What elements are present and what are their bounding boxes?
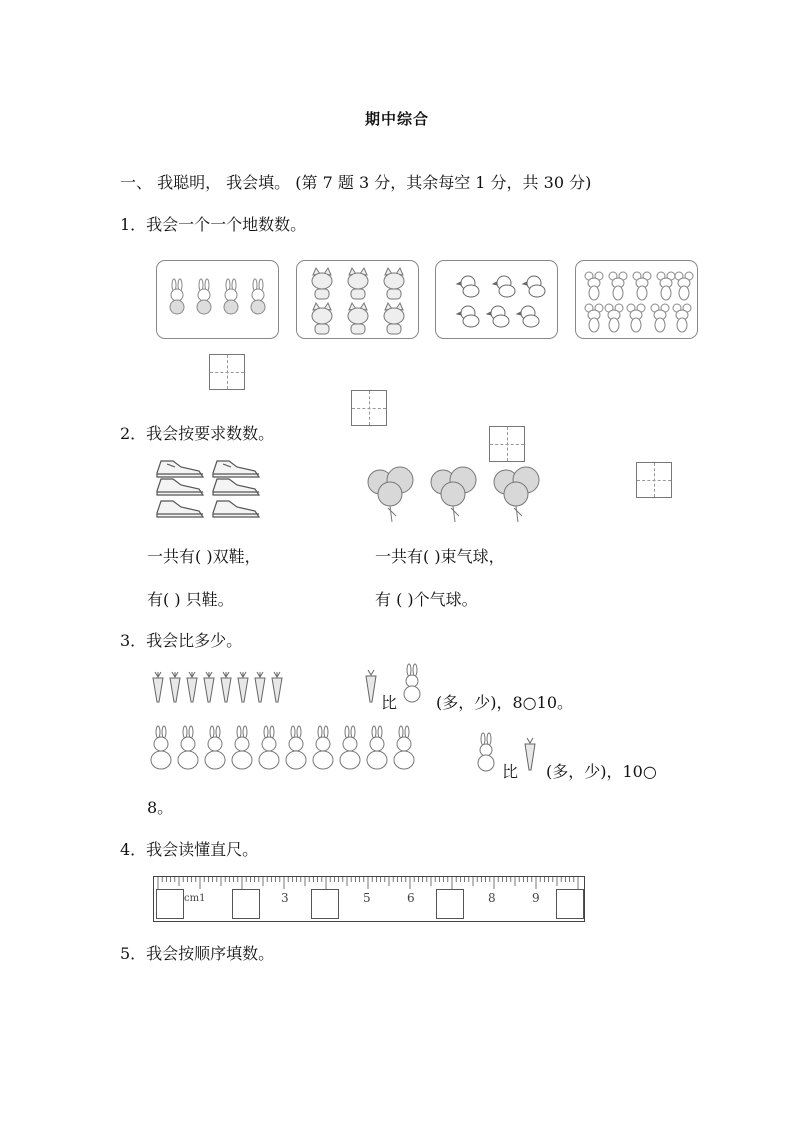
ruler-number-1: 1 xyxy=(199,893,206,904)
compare-word-2: 比 xyxy=(502,762,519,781)
picture-box-mice xyxy=(575,260,698,339)
rabbit-row-icon xyxy=(148,726,420,772)
carrot-row-icon xyxy=(148,668,288,704)
compare-circle-1[interactable]: ○ xyxy=(522,693,537,712)
question-3-label: 3．我会比多少。 xyxy=(120,631,243,650)
picture-box-rabbits xyxy=(156,260,279,339)
ruler-number-6: 6 xyxy=(407,891,415,905)
carrot-icon xyxy=(362,668,380,706)
question-1-label: 1．我会一个一个地数数。 xyxy=(120,215,307,234)
question-2-label: 2．我会按要求数数。 xyxy=(120,424,275,443)
shoes-pairs-question: 一共有( )双鞋， xyxy=(147,547,261,566)
section-heading: 一、 我聪明， 我会填。 (第 7 题 3 分，其余每空 1 分，共 30 分) xyxy=(120,173,592,192)
ruler-unit: cm xyxy=(184,893,200,904)
answer-grid-mice[interactable] xyxy=(636,462,672,498)
cat-icon xyxy=(297,261,420,340)
compare-value-1: 10。 xyxy=(536,693,574,712)
compare-answer-2 xyxy=(546,759,657,782)
compare-value-2: 8。 xyxy=(147,798,174,817)
ruler-blank-4[interactable] xyxy=(311,889,339,919)
compare-answer-1 xyxy=(436,690,573,713)
page-title: 期中综合 xyxy=(364,110,429,128)
rabbit-icon xyxy=(474,733,498,773)
chick-icon xyxy=(436,261,559,340)
compare-word-1: 比 xyxy=(381,693,398,712)
ruler-blank-2[interactable] xyxy=(232,889,260,919)
rabbit-icon xyxy=(400,664,424,704)
answer-grid-cats[interactable] xyxy=(351,390,387,426)
compare-options-1: (多，少)，8 xyxy=(436,693,523,712)
ruler-blank-10[interactable] xyxy=(556,889,584,919)
balloon-bunch-question: 一共有( )束气球， xyxy=(375,547,505,566)
question-5-label: 5．我会按顺序填数。 xyxy=(120,944,275,963)
shoes-icon xyxy=(153,455,265,525)
answer-grid-rabbits[interactable] xyxy=(209,354,245,390)
shoes-count-question: 有( ) 只鞋。 xyxy=(147,590,234,609)
balloon-count-question: 有 ( )个气球。 xyxy=(375,590,478,609)
rabbit-icon xyxy=(157,261,280,340)
compare-circle-2[interactable]: ○ xyxy=(642,762,657,781)
carrot-icon xyxy=(521,736,539,774)
ruler-number-9: 9 xyxy=(532,891,540,905)
ruler-unit-label xyxy=(184,893,205,904)
mouse-icon xyxy=(576,261,699,340)
ruler-blank-0[interactable] xyxy=(156,889,184,919)
answer-grid-chicks[interactable] xyxy=(489,426,525,462)
ruler xyxy=(153,876,585,922)
balloons-icon xyxy=(362,468,548,526)
question-4-label: 4．我会读懂直尺。 xyxy=(120,840,259,859)
compare-options-2: (多，少)，10 xyxy=(546,762,643,781)
ruler-blank-7[interactable] xyxy=(436,889,464,919)
ruler-number-3: 3 xyxy=(281,891,289,905)
picture-box-cats xyxy=(296,260,419,339)
ruler-number-5: 5 xyxy=(363,891,371,905)
picture-box-chicks xyxy=(435,260,558,339)
ruler-number-8: 8 xyxy=(488,891,496,905)
